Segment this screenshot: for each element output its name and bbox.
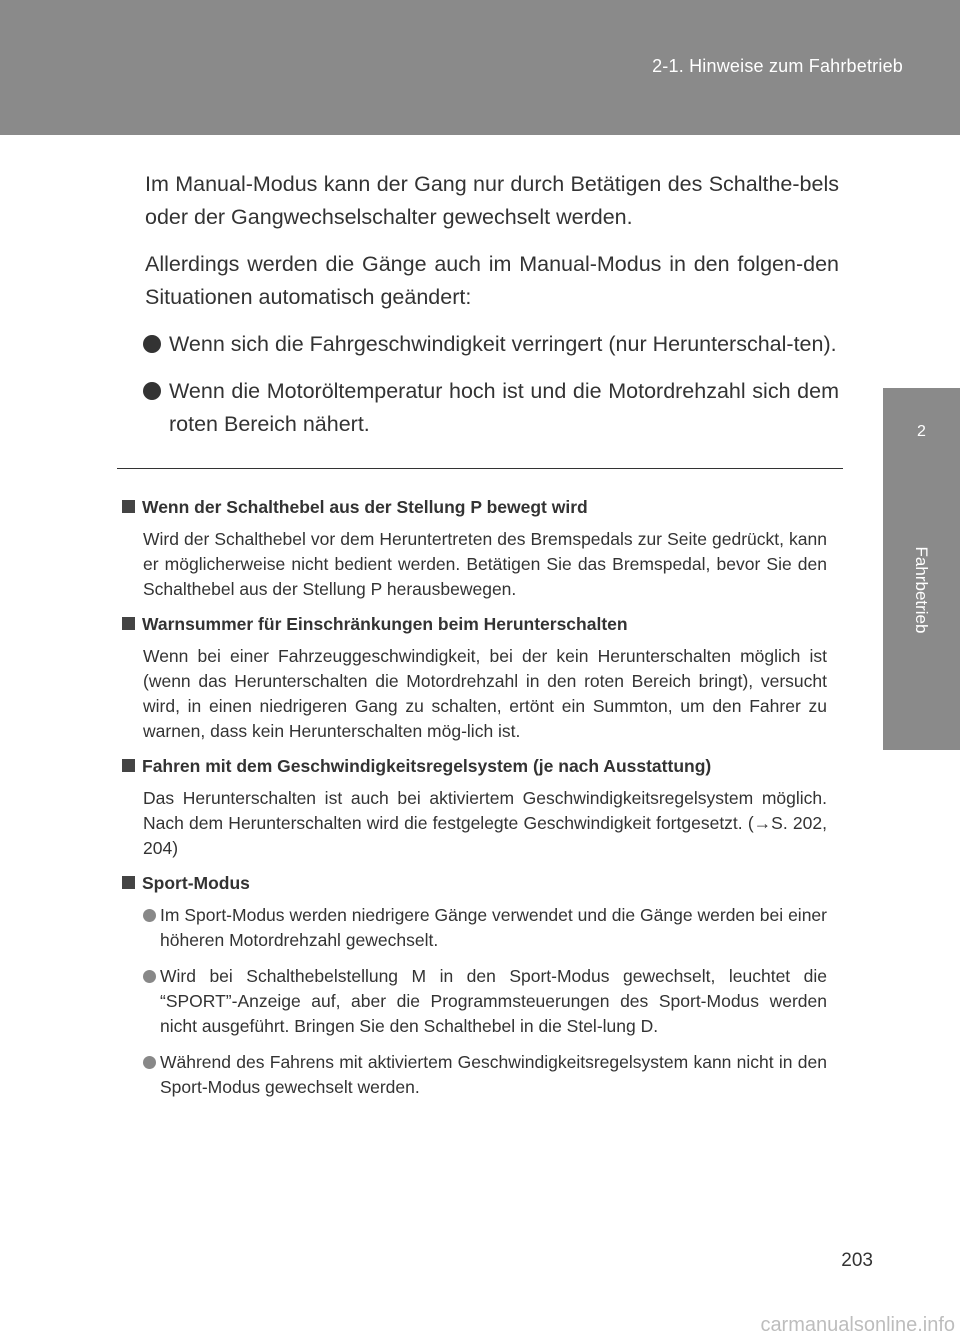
square-bullet-icon xyxy=(122,500,135,513)
circle-bullet-icon xyxy=(143,970,156,983)
sport-mode-bullet xyxy=(122,1050,827,1100)
sport-mode-bullet xyxy=(122,903,827,953)
intro-bullet xyxy=(145,328,839,361)
page-number: 203 xyxy=(841,1250,873,1271)
intro-bullet-text: Wenn die Motoröltemperatur hoch ist und die Motordrehzahl sich dem roten Bereich nähert. xyxy=(169,379,839,436)
note-heading-text: Wenn der Schalthebel aus der Stellung P bewegt wird xyxy=(142,497,588,517)
note-heading-text: Fahren mit dem Geschwindigkeitsregelsystem (je nach Ausstattung) xyxy=(142,756,712,776)
intro-paragraph-1: Im Manual-Modus kann der Gang nur durch Betätigen des Schalthe-bels oder der Gangwechselschalter gewechselt werden. xyxy=(145,172,839,229)
side-tab xyxy=(883,135,960,1341)
section-title: 2-1. Hinweise zum Fahrbetrieb xyxy=(652,56,903,76)
square-bullet-icon xyxy=(122,759,135,772)
watermark: carmanualsonline.info xyxy=(760,1314,955,1336)
side-tab-number: 2 xyxy=(917,423,926,440)
note-heading-text: Warnsummer für Einschränkungen beim Herunterschalten xyxy=(142,614,628,634)
note-heading xyxy=(122,870,827,896)
note-heading-text: Sport-Modus xyxy=(142,873,250,893)
sport-mode-bullet-text: Wird bei Schalthebelstellung M in den Sport-Modus gewechselt, leuchtet die “SPORT”-Anzeige auf, aber die Programmsteuerungen des Sport-Modus werden nicht ausgeführt. Bringen Sie den Schalthebel in die Stel-lung D. xyxy=(160,966,827,1036)
note-body: Wird der Schalthebel vor dem Heruntertreten des Bremspedals zur Seite gedrückt, kann er möglicherweise nicht bedient werden. Betätigen Sie das Bremspedal, bevor Sie den Schalthebel aus der Stellung P herausbewegen. xyxy=(143,529,827,599)
bullet-dot-icon xyxy=(143,335,161,353)
circle-bullet-icon xyxy=(143,1056,156,1069)
sport-mode-bullet-text: Im Sport-Modus werden niedrigere Gänge verwendet und die Gänge werden bei einer höheren Motordrehzahl gewechselt. xyxy=(160,905,827,950)
bullet-dot-icon xyxy=(143,382,161,400)
section-divider xyxy=(117,468,843,469)
note-heading xyxy=(122,753,827,779)
side-tab-label: Fahrbetrieb xyxy=(912,546,931,634)
intro-bullet xyxy=(145,375,839,441)
square-bullet-icon xyxy=(122,617,135,630)
square-bullet-icon xyxy=(122,876,135,889)
header-band xyxy=(0,0,960,135)
sport-mode-bullet-text: Während des Fahrens mit aktiviertem Geschwindigkeitsregelsystem kann nicht in den Sport-Modus gewechselt werden. xyxy=(160,1052,827,1097)
note-body: Das Herunterschalten ist auch bei aktiviertem Geschwindigkeitsregelsystem möglich. Nach dem Herunterschalten wird die festgelegte Geschwindigkeit fortgesetzt. (→S. 202, 204) xyxy=(143,788,827,858)
intro-bullet-text: Wenn sich die Fahrgeschwindigkeit verringert (nur Herunterschal-ten). xyxy=(169,332,837,356)
intro-paragraph-2: Allerdings werden die Gänge auch im Manual-Modus in den folgen-den Situationen automatisch geändert: xyxy=(145,252,839,309)
sport-mode-bullet xyxy=(122,964,827,1039)
note-heading xyxy=(122,611,827,637)
intro-text xyxy=(145,168,839,455)
notes-section xyxy=(122,494,827,1111)
note-body: Wenn bei einer Fahrzeuggeschwindigkeit, bei der kein Herunterschalten möglich ist (wenn das Herunterschalten die Motordrehzahl in den roten Bereich bringt), versucht wird, in einen niedrigeren Gang zu schalten, ertönt ein Summton, um den Fahrer zu warnen, dass kein Herunterschalten mög-lich ist. xyxy=(143,646,827,741)
circle-bullet-icon xyxy=(143,909,156,922)
note-heading xyxy=(122,494,827,520)
